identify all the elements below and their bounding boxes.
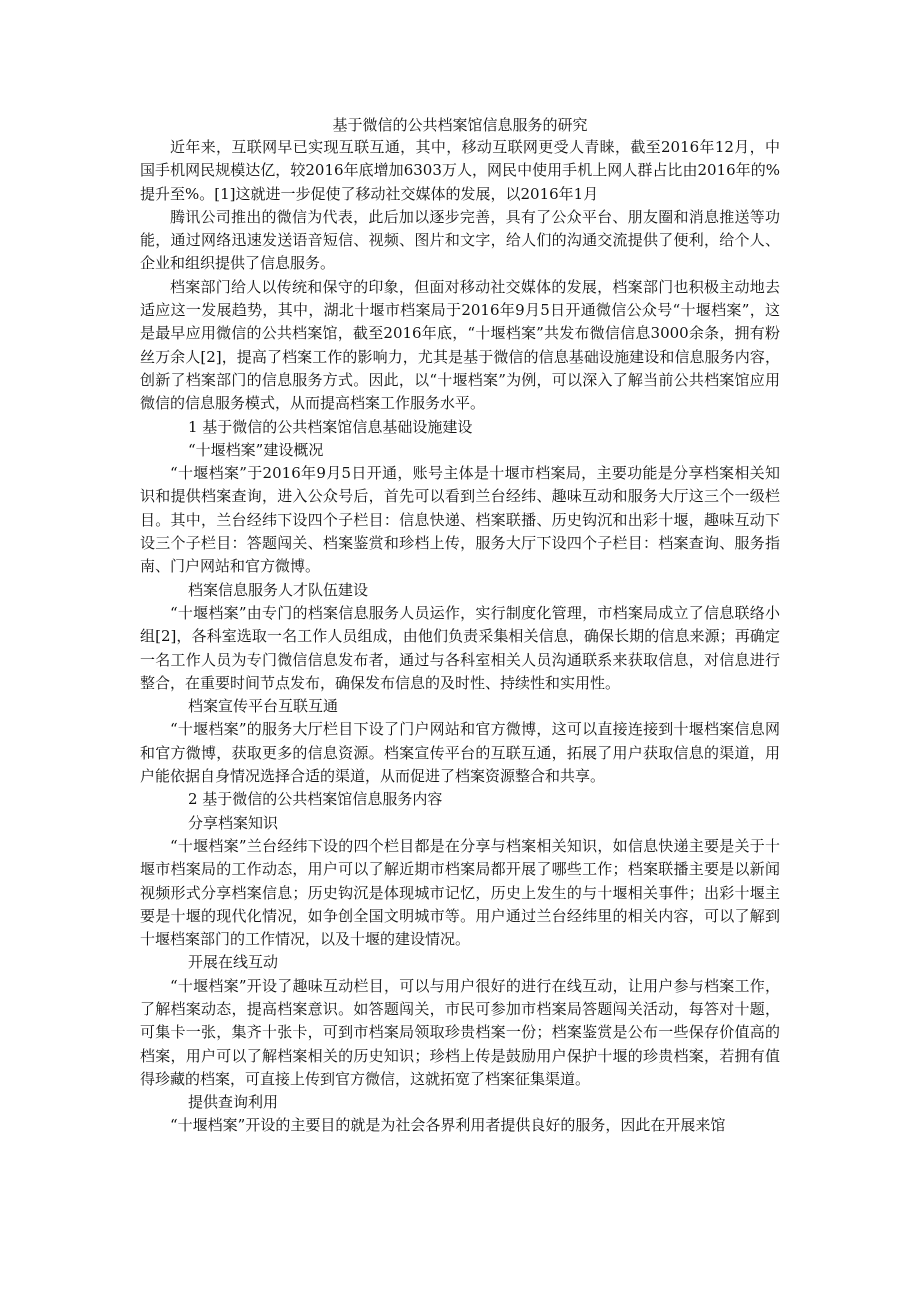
paragraph-online-interaction: “十堰档案”开设了趣味互动栏目，可以与用户很好的进行在线互动，让用户参与档案工作，了解档案动态，提高档案意识。如答题闯关，市民可参加市档案局答题闯关活动，每答对十题，可集卡一张，集齐十张卡，可到市档案局领取珍贵档案一份；档案鉴赏是公布一些保存价值高的档案，用户可以了解档案相关的历史知识；珍档上传是鼓励用户保护十堰的珍贵档案，若拥有值得珍藏的档案，可直接上传到官方微信，这就拓宽了档案征集渠道。 [140, 976, 780, 1088]
paragraph-intro: 近年来，互联网早已实现互联互通，其中，移动互联网更受人青睐，截至2016年12月，中国手机网民规模达亿，较2016年底增加6303万人，网民中使用手机上网人群占比由2016年的%提升至%。[1]这就进一步促使了移动社交媒体的发展，以2016年1月 [140, 138, 780, 203]
paragraph-overview: “十堰档案”于2016年9月5日开通，账号主体是十堰市档案局，主要功能是分享档案相关知识和提供档案查询，进入公众号后，首先可以看到兰台经纬、趣味互动和服务大厅这三个一级栏目。其中，兰台经纬下设四个子栏目：信息快递、档案联播、历史钩沉和出彩十堰，趣味互动下设三个子栏目：答题闯关、档案鉴赏和珍档上传，服务大厅下设四个子栏目：档案查询、服务指南、门户网站和官方微博。 [140, 464, 780, 576]
section-heading-1: 1 基于微信的公共档案馆信息基础设施建设 [188, 417, 473, 436]
subheading-share-knowledge: 分享档案知识 [188, 813, 279, 832]
paragraph-talent-team: “十堰档案”由专门的档案信息服务人员运作，实行制度化管理，市档案局成立了信息联络小组[2]，各科室选取一名工作人员组成，由他们负责采集相关信息，确保长期的信息来源；再确定一名工作人员为专门微信信息发布者，通过与各科室相关人员沟通联系来获取信息，对信息进行整合，在重要时间节点发布，确保发布信息的及时性、持续性和实用性。 [140, 603, 780, 692]
subheading-online-interaction: 开展在线互动 [188, 953, 279, 972]
subheading-platform-interconnect: 档案宣传平台互联互通 [188, 697, 339, 716]
paragraph-query-use: “十堰档案”开设的主要目的就是为社会各界利用者提供良好的服务，因此在开展来馆 [170, 1116, 726, 1135]
section-heading-2: 2 基于微信的公共档案馆信息服务内容 [188, 790, 443, 809]
document-title: 基于微信的公共档案馆信息服务的研究 [332, 116, 588, 134]
document-page [140, 114, 780, 1138]
paragraph-share-knowledge: “十堰档案”兰台经纬下设的四个栏目都是在分享与档案相关知识，如信息快递主要是关于十堰市档案局的工作动态，用户可以了解近期市档案局都开展了哪些工作；档案联播主要是以新闻视频形式分享档案信息；历史钩沉是体现城市记忆，历史上发生的与十堰相关事件；出彩十堰主要是十堰的现代化情况，如争创全国文明城市等。用户通过兰台经纬里的相关内容，可以了解到十堰档案部门的工作情况，以及十堰的建设情况。 [140, 836, 780, 949]
subheading-query-use: 提供查询利用 [188, 1093, 279, 1112]
subheading-overview: “十堰档案”建设概况 [188, 440, 324, 459]
paragraph-platform-interconnect: “十堰档案”的服务大厅栏目下设了门户网站和官方微博，这可以直接连接到十堰档案信息网和官方微博，获取更多的信息资源。档案宣传平台的互联互通，拓展了用户获取信息的渠道，用户能依据自身情况选择合适的渠道，从而促进了档案资源整合和共享。 [140, 720, 780, 786]
paragraph-archive-department: 档案部门给人以传统和保守的印象，但面对移动社交媒体的发展，档案部门也积极主动地去适应这一发展趋势，其中，湖北十堰市档案局于2016年9月5日开通微信公众号“十堰档案”，这是最早应用微信的公共档案馆，截至2016年底，“十堰档案”共发布微信信息3000余条，拥有粉丝万余人[2]，提高了档案工作的影响力，尤其是基于微信的信息基础设施建设和信息服务内容，创新了档案部门的信息服务方式。因此，以“十堰档案”为例，可以深入了解当前公共档案馆应用微信的信息服务模式，从而提高档案工作服务水平。 [140, 277, 780, 413]
subheading-talent-team: 档案信息服务人才队伍建设 [188, 580, 369, 599]
paragraph-wechat: 腾讯公司推出的微信为代表，此后加以逐步完善，具有了公众平台、朋友圈和消息推送等功能，通过网络迅速发送语音短信、视频、图片和文字，给人们的沟通交流提供了便利，给个人、企业和组织提供了信息服务。 [140, 207, 780, 273]
